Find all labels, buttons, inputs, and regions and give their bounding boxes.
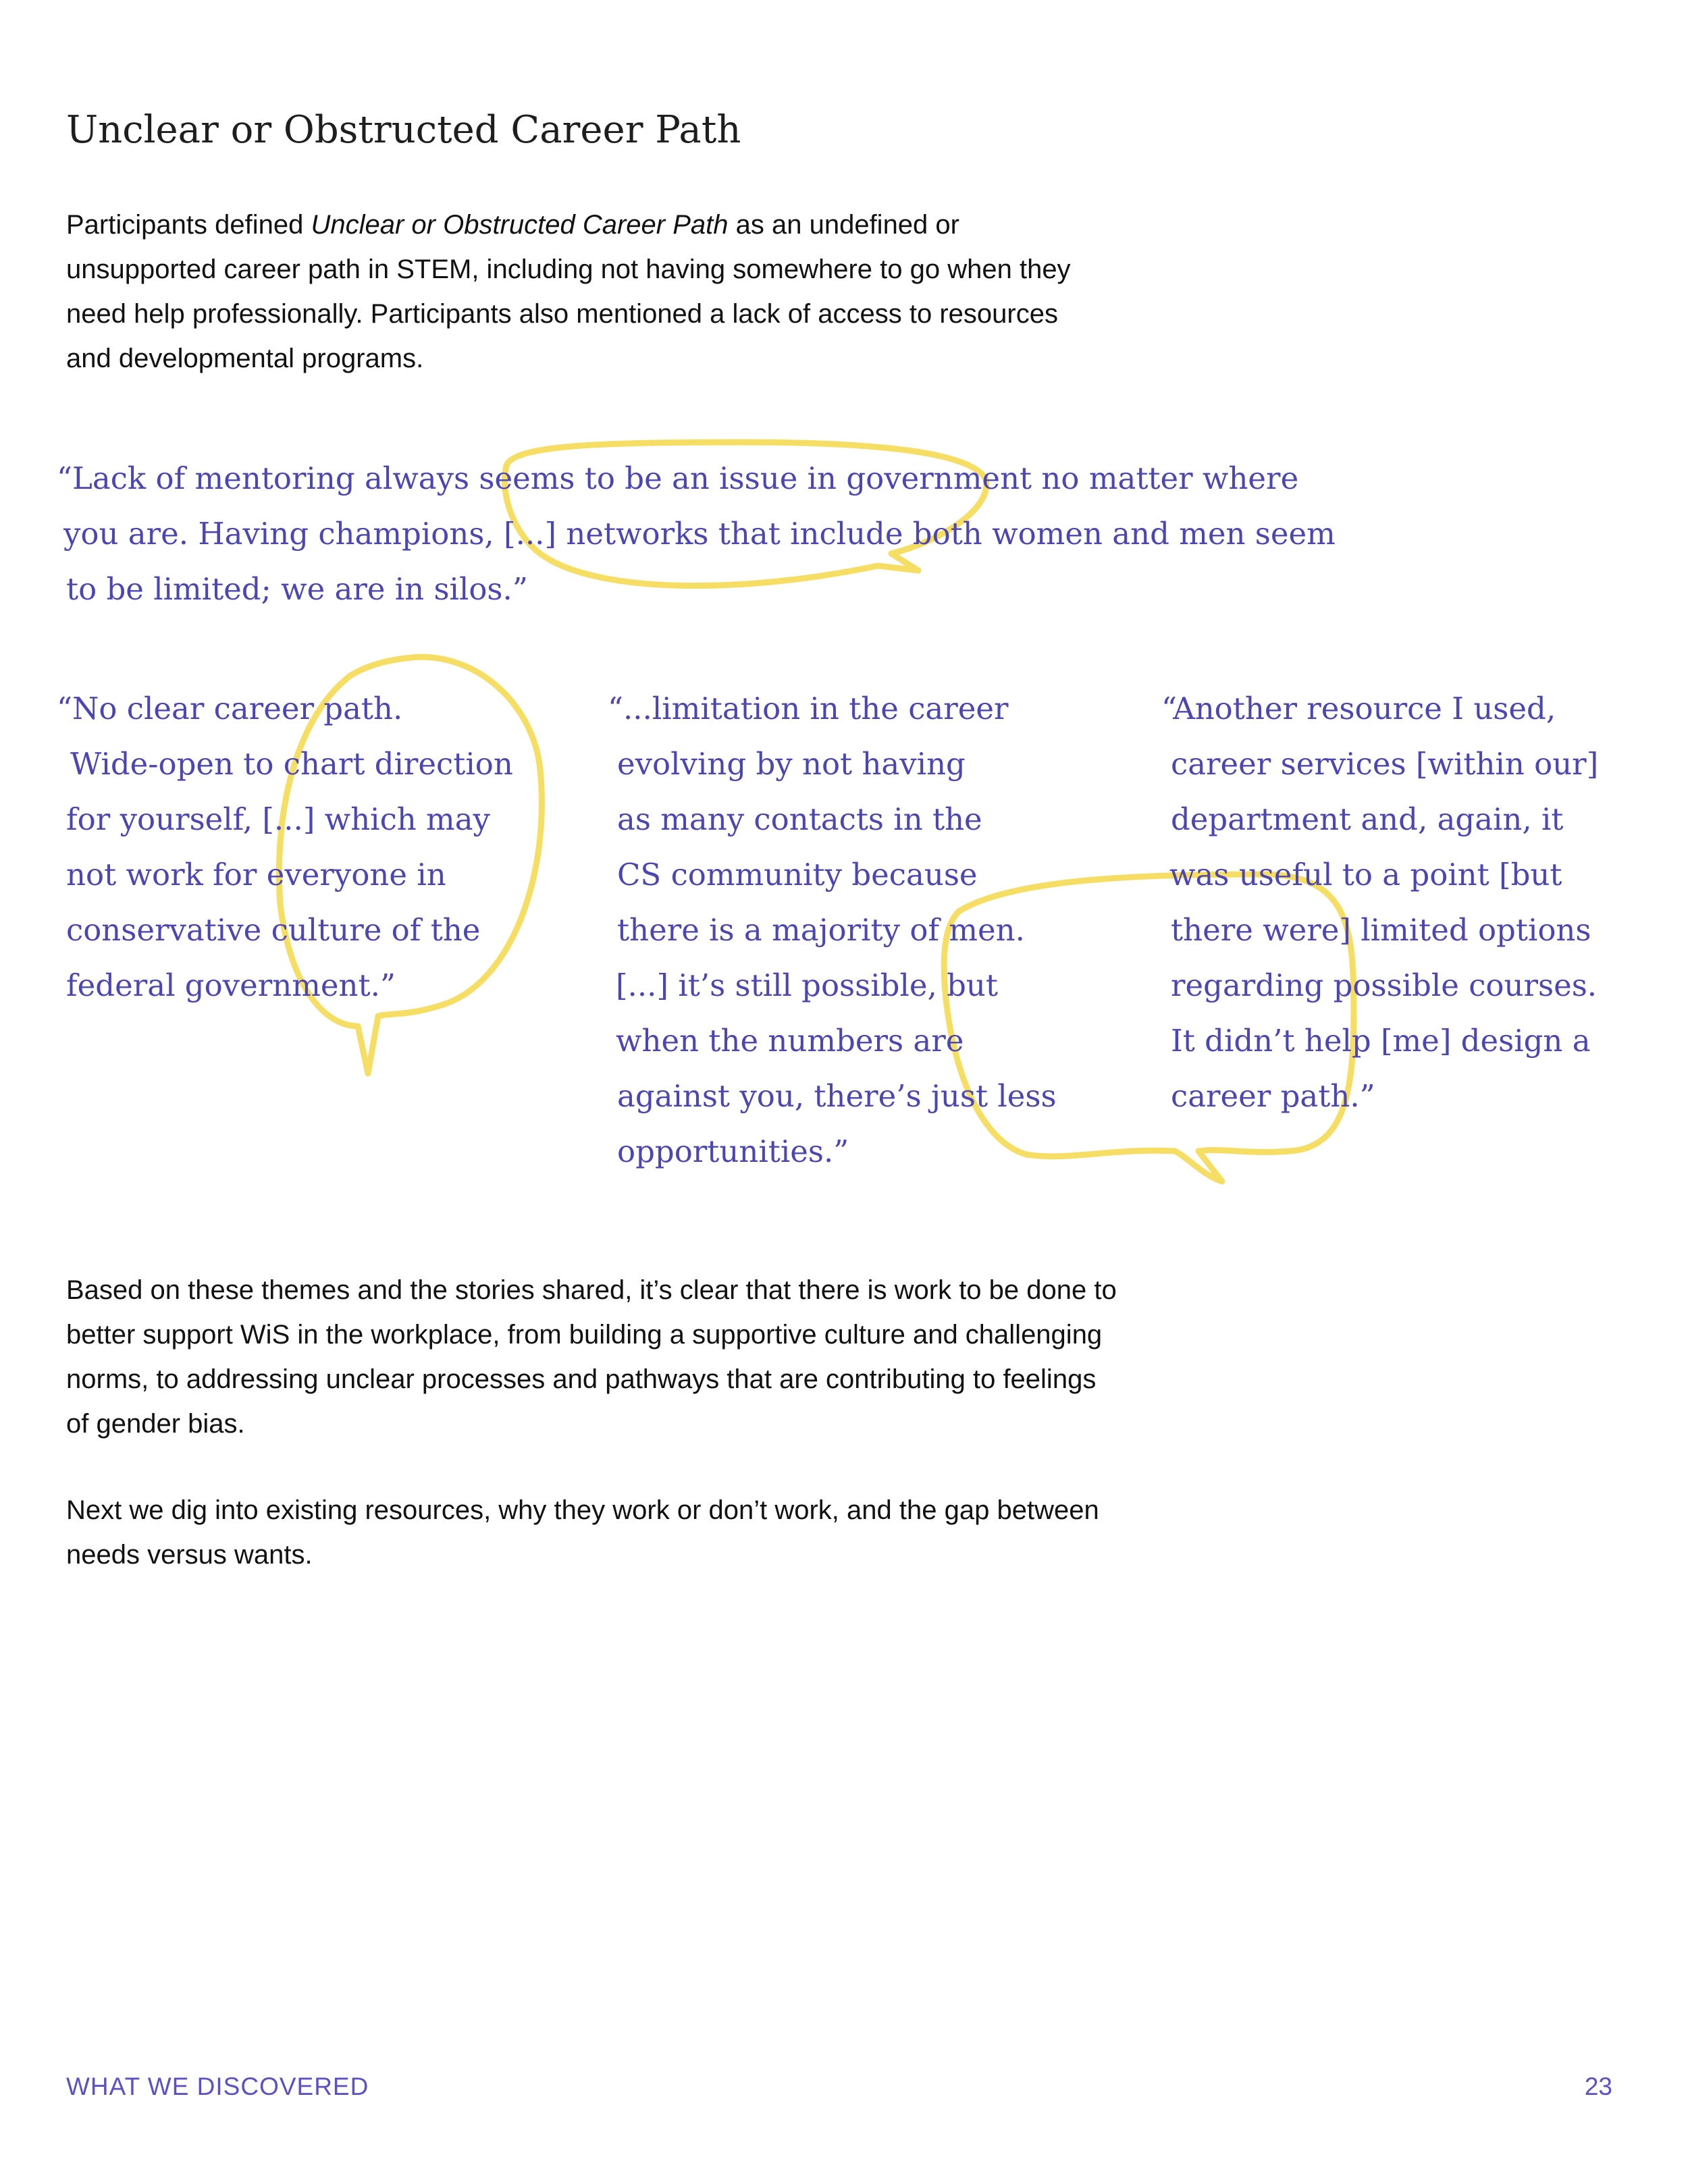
quote-line: It didn’t help [me] design a [1171, 1023, 1591, 1059]
quote-line: department and, again, it [1171, 801, 1564, 837]
quote-line: you are. Having champions, [...] networks that include both women and men seem [63, 516, 1336, 552]
intro-text-before: Participants defined [66, 210, 311, 240]
quote-line: “No clear career path. [57, 691, 403, 726]
intro-term: Unclear or Obstructed Career Path [311, 210, 729, 240]
quote-middle [608, 681, 1057, 1179]
footer-section-label: WHAT WE DISCOVERED [66, 2073, 369, 2100]
conclusion-paragraph: Based on these themes and the stories shared, it’s clear that there is work to be done to better support WiS in the workplace, from building a supportive culture and challenging norms, to addressing unclear processes and pathways that are contributing to feelings of gender bias. [66, 1275, 1117, 1439]
intro-paragraph [66, 203, 1092, 381]
intro-text-after: as an undefined or unsupported career path in STEM, including not having somewhere to go when they need help professionally. Participants also mentioned a lack of access to resources and developmental programs. [66, 210, 1071, 373]
quote-line: career path.” [1171, 1078, 1375, 1114]
page-title: Unclear or Obstructed Career Path [66, 108, 741, 152]
quote-line: CS community because [617, 857, 978, 893]
page-number: 23 [1584, 2073, 1612, 2100]
quote-line: “Another resource I used, [1161, 691, 1556, 726]
quote-line: [...] it’s still possible, but [616, 967, 998, 1003]
quote-line: to be limited; we are in silos.” [66, 571, 528, 607]
quote-line: conservative culture of the [66, 912, 481, 948]
quote-line: regarding possible courses. [1171, 967, 1598, 1003]
quote-left [57, 681, 513, 1013]
quote-top [57, 451, 1336, 617]
quote-line: there is a majority of men. [617, 912, 1025, 948]
quote-line: evolving by not having [617, 746, 966, 782]
quote-line: opportunities.” [617, 1134, 849, 1169]
quote-line: Wide-open to chart direction [70, 746, 513, 782]
quote-line: “Lack of mentoring always seems to be an issue in government no matter where [57, 460, 1299, 496]
quote-line: was useful to a point [but [1169, 857, 1562, 893]
quote-line: there were] limited options [1171, 912, 1591, 948]
quote-line: “...limitation in the career [608, 691, 1009, 726]
quote-line: for yourself, [...] which may [66, 801, 490, 837]
quote-line: not work for everyone in [66, 857, 446, 893]
next-steps-paragraph: Next we dig into existing resources, why they work or don’t work, and the gap between needs versus wants. [66, 1495, 1099, 1570]
quote-right [1161, 681, 1598, 1124]
quote-line: career services [within our] [1171, 746, 1599, 782]
quote-line: when the numbers are [616, 1023, 964, 1059]
quote-line: federal government.” [66, 967, 396, 1003]
quote-line: against you, there’s just less [617, 1078, 1057, 1114]
quote-line: as many contacts in the [617, 801, 982, 837]
